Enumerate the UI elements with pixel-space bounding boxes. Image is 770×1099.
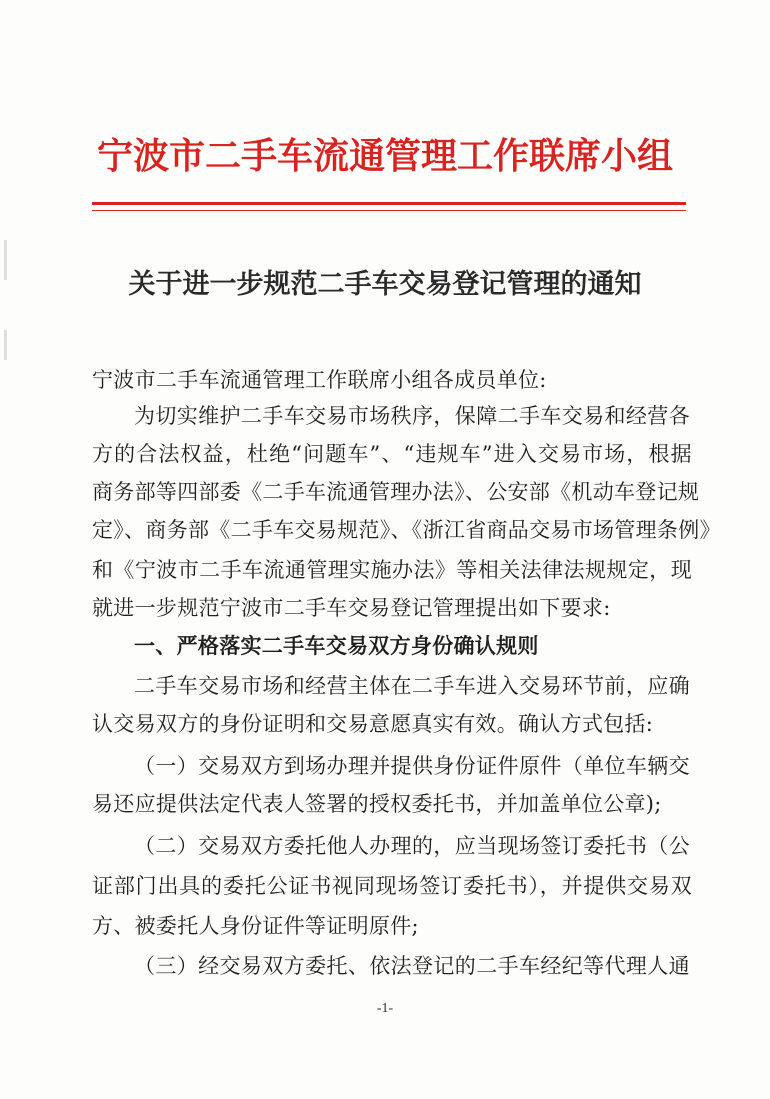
list-item-line: （二）交易双方委托他人办理的，应当现场签订委托书（公 (134, 834, 690, 858)
paragraph-line: 认交易双方的身份证明和交易意愿真实有效。确认方式包括: (92, 712, 654, 736)
page-number: -1- (376, 1001, 394, 1016)
section-heading: 一、严格落实二手车交易双方身份确认规则 (134, 634, 539, 658)
paragraph-line: 商务部等四部委《二手车流通管理办法》、公安部《机动车登记规 (92, 480, 700, 504)
scan-edge-mark (4, 330, 7, 360)
notice-title: 关于进一步规范二手车交易登记管理的通知 (128, 269, 642, 300)
list-item-line: 证部门出具的委托公证书视同现场签订委托书），并提供交易双 (92, 874, 692, 898)
organization-header: 宁波市二手车流通管理工作联席小组 (96, 136, 673, 177)
paragraph-line: 二手车交易市场和经营主体在二手车进入交易环节前，应确 (134, 674, 690, 698)
header-rule-thick (92, 202, 686, 205)
paragraph-line: 就进一步规范宁波市二手车交易登记管理提出如下要求: (92, 596, 611, 620)
paragraph-line: 和《宁波市二手车流通管理实施办法》等相关法律法规规定，现 (92, 558, 692, 582)
list-item-line: 方、被委托人身份证件等证明原件; (92, 914, 419, 938)
list-item-line: （一）交易双方到场办理并提供身份证件原件（单位车辆交 (134, 754, 690, 778)
header-rule-thin (92, 210, 686, 211)
paragraph-line: 为切实维护二手车交易市场秩序，保障二手车交易和经营各 (134, 404, 690, 428)
list-item-line: 易还应提供法定代表人签署的授权委托书，并加盖单位公章); (92, 792, 662, 816)
paragraph-line: 方的合法权益，杜绝“问题车”、“违规车”进入交易市场，根据 (92, 442, 692, 466)
list-item-line: （三）经交易双方委托、依法登记的二手车经纪等代理人通 (134, 954, 690, 978)
paragraph-line: 定》、商务部《二手车交易规范》、《浙江省商品交易市场管理条例》 (92, 518, 721, 542)
salutation-line: 宁波市二手车流通管理工作联席小组各成员单位: (92, 368, 547, 392)
